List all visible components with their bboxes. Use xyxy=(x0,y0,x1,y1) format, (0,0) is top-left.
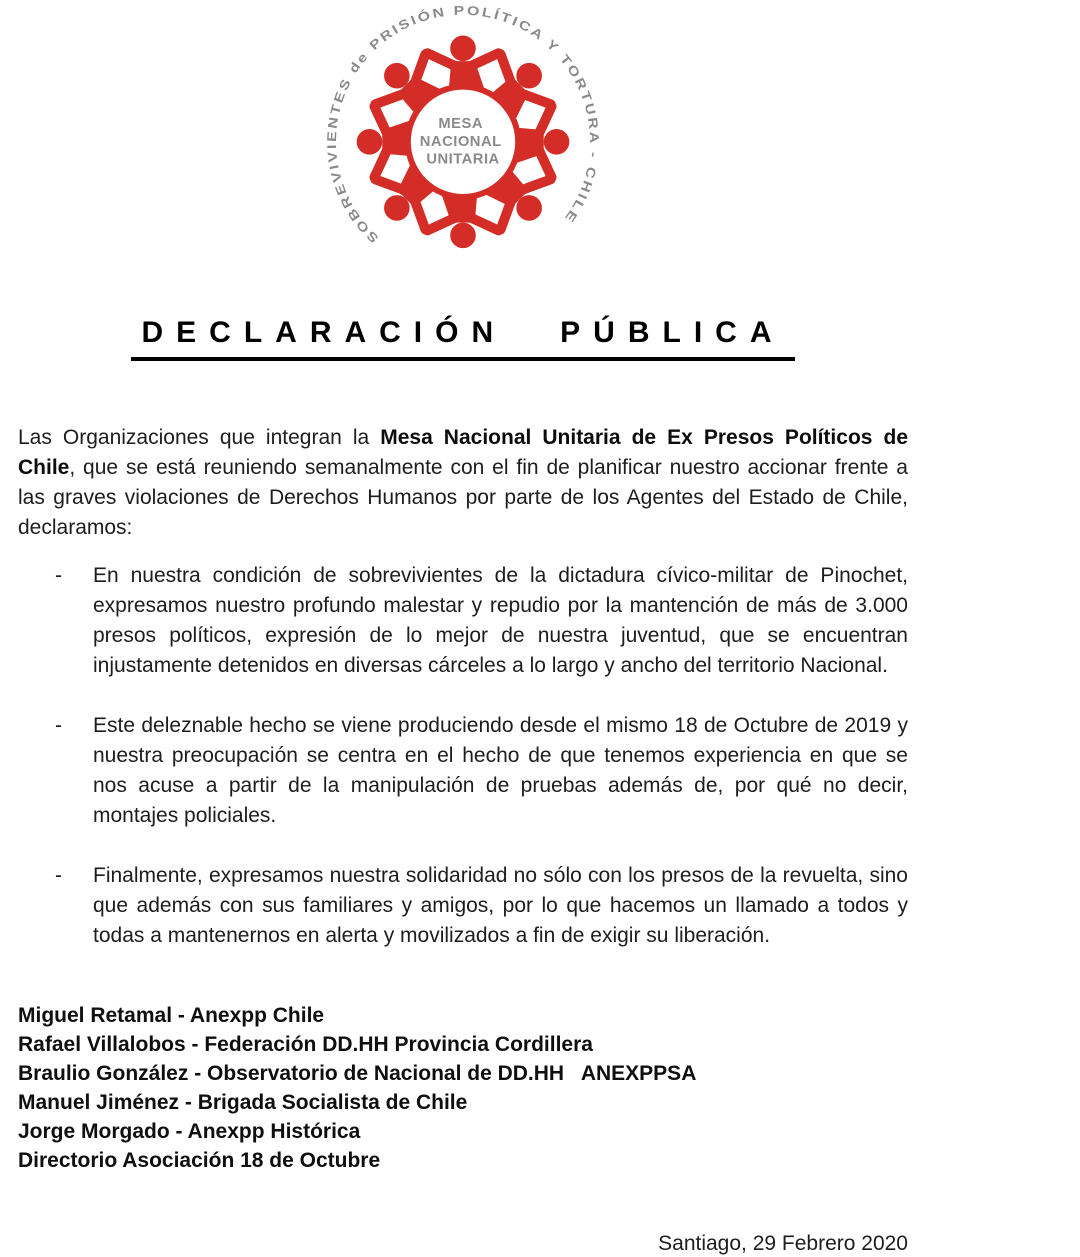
bullet-text: Finalmente, expresamos nuestra solidaridad no sólo con los presos de la revuelta, sino que además con sus familiares y amigos, por lo que hacemos un llamado a todos y todas a mantenernos en alerta y movilizados a fin de exigir su liberación. xyxy=(93,864,908,947)
bullet-text: Este deleznable hecho se viene produciendo desde el mismo 18 de Octubre de 2019 y nuestra preocupación se centra en el hecho de que tenemos experiencia en que se nos acuse a partir de la manipulación de pruebas además de, por qué no decir, montajes policiales. xyxy=(93,714,908,827)
intro-org-name: Mesa Nacional Unitaria de Ex Presos Políticos de Chile xyxy=(18,426,908,479)
signatory-line: Braulio González - Observatorio de Nacional de DD.HH ANEXPPSA xyxy=(18,1062,697,1085)
intro-text-after: , que se está reuniendo semanalmente con el fin de planificar nuestro accionar frente a las graves violaciones de Derechos Humanos por parte de los Agentes del Estado de Chile, declaramos: xyxy=(18,456,908,539)
date-place-line: Santiago, 29 Febrero 2020 xyxy=(658,1232,908,1255)
logo-center-name: MESA NACIONAL UNITARIA xyxy=(419,116,502,168)
list-item xyxy=(18,861,908,951)
list-item xyxy=(18,561,908,681)
bullet-marker: - xyxy=(55,864,62,887)
bullet-marker: - xyxy=(55,714,62,737)
bullet-marker: - xyxy=(55,564,62,587)
organization-logo xyxy=(18,0,908,260)
intro-paragraph xyxy=(18,423,908,543)
title-word-declaracion: DECLARACIÓN xyxy=(141,316,507,349)
intro-text-before: Las Organizaciones que integran la xyxy=(18,426,381,449)
bullet-text: En nuestra condición de sobrevivientes de la dictadura cívico-militar de Pinochet, expresamos nuestro profundo malestar y repudio por la mantención de más de 3.000 presos políticos, expresión de lo mejor de nuestra juventud, que se encuentran injustamente detenidos en diversas cárceles a lo largo y ancho del territorio Nacional. xyxy=(93,564,908,677)
document-title-underline xyxy=(131,316,794,361)
logo-arc-caption: SOBREVIVIENTES de PRISIÓN POLÍTICA Y TORTURA - CHILE xyxy=(323,2,603,247)
signatory-line: Jorge Morgado - Anexpp Histórica xyxy=(18,1120,361,1143)
signatory-line: Rafael Villalobos - Federación DD.HH Provincia Cordillera xyxy=(18,1033,593,1056)
list-item xyxy=(18,711,908,831)
signatories-block xyxy=(18,1001,908,1175)
declaration-list xyxy=(18,561,908,951)
signatory-line: Directorio Asociación 18 de Octubre xyxy=(18,1149,381,1172)
document-content xyxy=(18,0,908,1257)
mesa-nacional-unitaria-logo-icon xyxy=(323,2,603,260)
signatory-line: Manuel Jiménez - Brigada Socialista de Chile xyxy=(18,1091,468,1114)
document-title xyxy=(18,316,908,361)
signatory-line: Miguel Retamal - Anexpp Chile xyxy=(18,1004,325,1027)
title-word-publica: PÚBLICA xyxy=(560,316,785,349)
